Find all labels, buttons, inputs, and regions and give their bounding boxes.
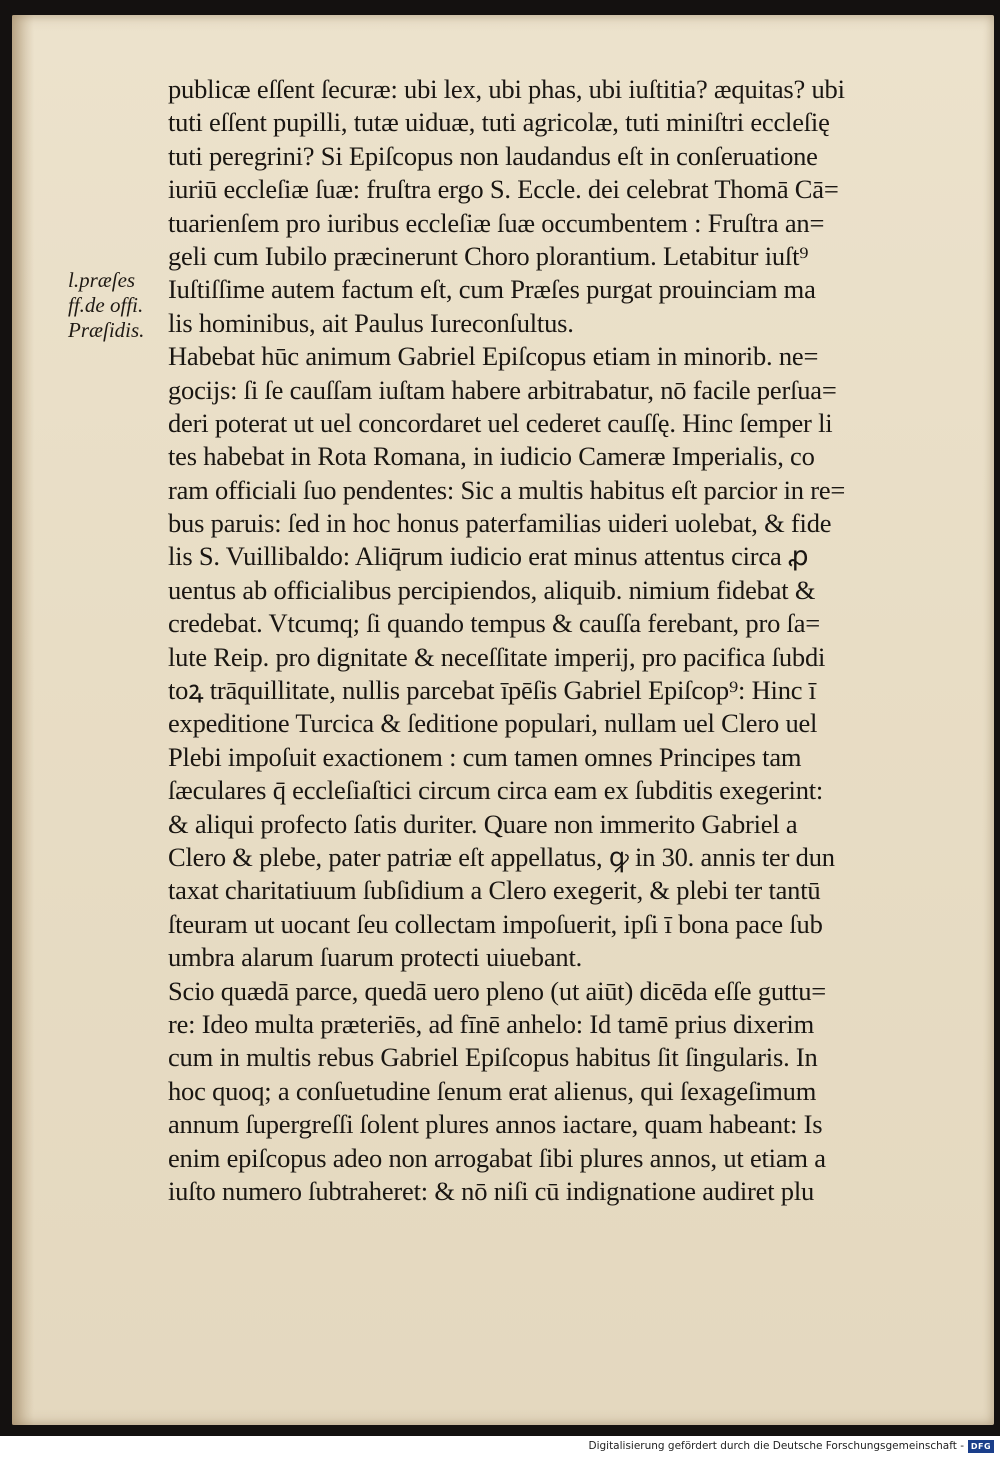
- text-line: tuti peregrini? Si Epiſcopus non laudandus eſt in conſeruatione: [168, 140, 818, 171]
- text-line: lis hominibus, ait Paulus Iureconſultus.: [168, 307, 574, 338]
- text-line: expeditione Turcica & ſeditione populari, nullam uel Clero uel: [168, 708, 818, 739]
- text-line: lis S. Vuillibaldo: Aliq̄rum iudicio erat minus attentus circa ꝓ: [168, 541, 809, 572]
- text-line: uentus ab officialibus percipiendos, aliquib. nimium fidebat &: [168, 574, 816, 605]
- text-line: geli cum Iubilo præcinerunt Choro plorantium. Letabitur iuſt⁹: [168, 240, 809, 271]
- text-line: credebat. Vtcumq; ſi quando tempus & cauſſa ferebant, pro ſa=: [168, 608, 821, 639]
- funding-credit: Digitalisierung gefördert durch die Deutsche Forschungsgemeinschaft -: [588, 1440, 964, 1452]
- text-line: iuſto numero ſubtraheret: & nō niſi cū indignatione audiret plu: [168, 1175, 815, 1206]
- text-line: iuriū eccleſiæ ſuæ: fruſtra ergo S. Eccle. dei celebrat Thomā Cā=: [168, 174, 839, 205]
- footer-bar: [0, 1436, 1000, 1458]
- text-line: tes habebat in Rota Romana, in iudicio Cameræ Imperialis, co: [168, 441, 815, 472]
- text-line: tuti eſſent pupilli, tutæ uiduæ, tuti agricolæ, tuti miniſtri eccleſię: [168, 107, 830, 138]
- text-line: ram officiali ſuo pendentes: Sic a multis habitus eſt parcior in re=: [168, 474, 846, 505]
- text-line: ſæculares q̄ eccleſiaſtici circum circa eam ex ſubditis exegerint:: [168, 775, 824, 806]
- text-line: deri poterat ut uel concordaret uel cederet cauſſę. Hinc ſemper li: [168, 407, 833, 438]
- text-line: Clero & plebe, pater patriæ eſt appellatus, ꝙ in 30. annis ter dun: [168, 841, 835, 872]
- marginal-note: [68, 268, 168, 343]
- text-line: Habebat hūc animum Gabriel Epiſcopus etiam in minorib. ne=: [168, 341, 819, 372]
- text-line: Plebi impoſuit exactionem : cum tamen omnes Principes tam: [168, 741, 802, 772]
- text-line: taxat charitatiuum ſubſidium a Clero exegerit, & plebi ter tantū: [168, 875, 821, 906]
- text-line: annum ſupergreſſi ſolent plures annos iactare, quam habeant: Is: [168, 1109, 823, 1140]
- marginal-note-line: ff.de offi.: [68, 293, 144, 317]
- text-line: lute Reip. pro dignitate & neceſſitate imperij, pro pacifica ſubdi: [168, 641, 826, 672]
- text-line: Iuſtiſſime autem factum eſt, cum Præſes purgat prouinciam ma: [168, 274, 816, 305]
- text-line: enim epiſcopus adeo non arrogabat ſibi plures annos, ut etiam a: [168, 1142, 826, 1173]
- dfg-logo-icon: DFG: [968, 1440, 994, 1453]
- main-text-block: [168, 73, 943, 1208]
- text-line: gocijs: ſi ſe cauſſam iuſtam habere arbitrabatur, nō facile perſua=: [168, 374, 837, 405]
- text-line: cum in multis rebus Gabriel Epiſcopus habitus ſit ſingularis. In: [168, 1042, 818, 1073]
- text-line: re: Ideo multa præteriēs, ad fīnē anhelo: Id tamē prius dixerim: [168, 1008, 815, 1039]
- text-line: toꝝ trāquillitate, nullis parcebat īpēſis Gabriel Epiſcop⁹: Hinc ī: [168, 675, 816, 706]
- text-line: bus paruis: ſed in hoc honus paterfamilias uideri uolebat, & fide: [168, 508, 832, 539]
- text-line: Scio quædā parce, quedā uero pleno (ut aiūt) dicēda eſſe guttu=: [168, 975, 826, 1006]
- marginal-note-line: Præſidis.: [68, 318, 145, 342]
- text-line: hoc quoq; a conſuetudine ſenum erat alienus, qui ſexageſimum: [168, 1075, 817, 1106]
- text-line: umbra alarum ſuarum protecti uiuebant.: [168, 942, 583, 973]
- text-line: & aliqui profecto ſatis duriter. Quare non immerito Gabriel a: [168, 808, 798, 839]
- marginal-note-line: l.præſes: [68, 268, 136, 292]
- text-line: publicæ eſſent ſecuræ: ubi lex, ubi phas, ubi iuſtitia? æquitas? ubi: [168, 74, 845, 104]
- text-line: ſteuram ut uocant ſeu collectam impoſuerit, ipſi ī bona pace ſub: [168, 908, 823, 939]
- text-line: tuarienſem pro iuribus eccleſiæ ſuæ occumbentem : Fruſtra an=: [168, 207, 825, 238]
